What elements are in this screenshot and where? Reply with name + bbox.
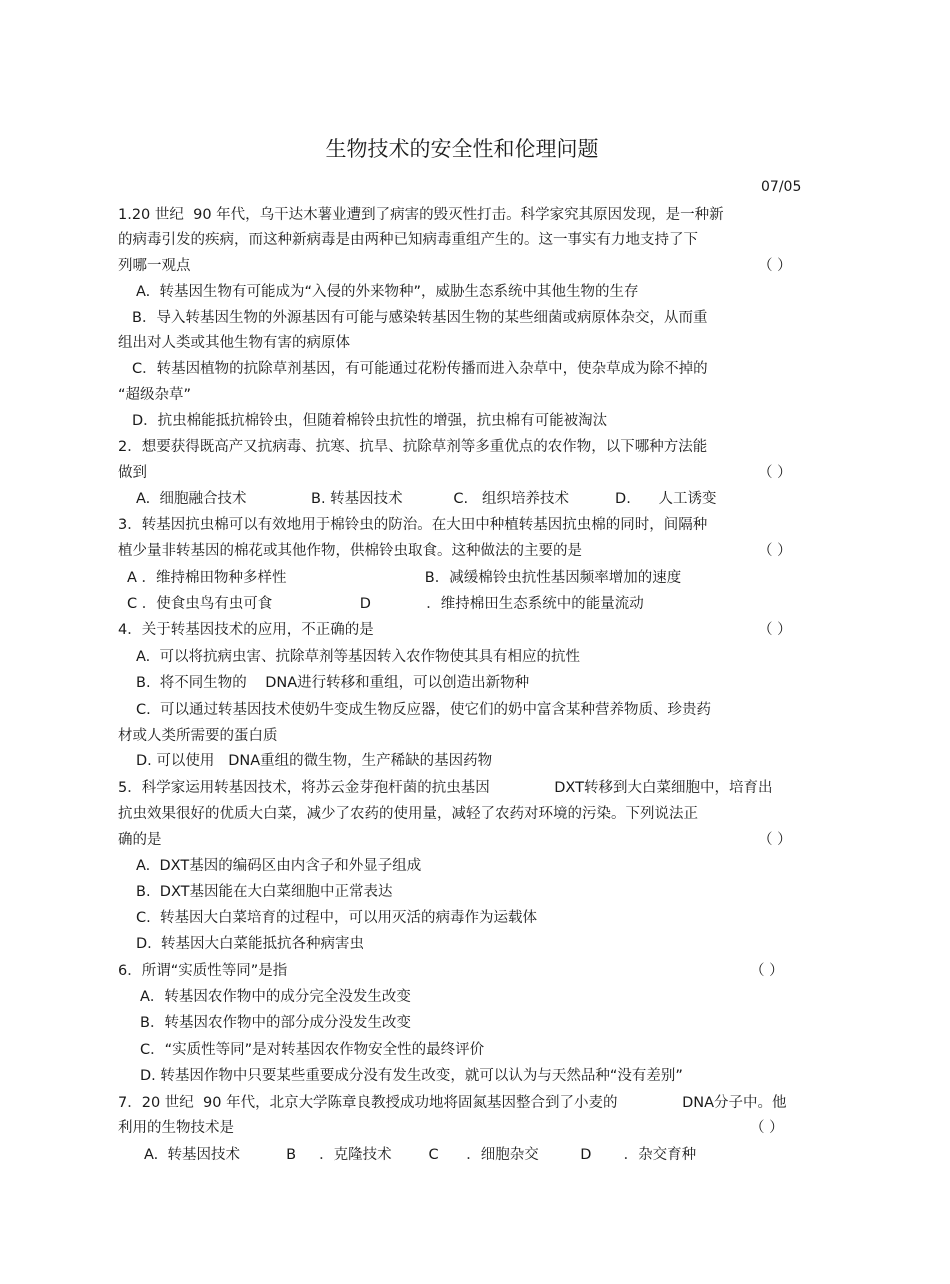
q1-stem-line-3: 列哪一观点 [118,258,191,274]
q6-option-c: C．“实质性等同”是对转基因农作物安全性的最终评价 [140,1042,485,1058]
q4-option-d: D. 可以使用 DNA重组的微生物，生产稀缺的基因药物 [136,753,493,769]
q5-option-a: A. DXT基因的编码区由内含子和外显子组成 [136,858,422,874]
q2-options: A. 细胞融合技术 B. 转基因技术 C. 组织培养技术 D. 人工诱变 [136,491,717,507]
q5-answer-blank: （ ） [758,832,792,848]
q2-stem-line-2: 做到 [118,465,147,481]
q1-stem-line-1: 1.20 世纪 90 年代，乌干达木薯业遭到了病害的毁灭性打击。科学家究其原因发现，是一种新 [118,207,724,223]
q5-option-c: C. 转基因大白菜培育的过程中，可以用灭活的病毒作为运载体 [136,910,537,926]
q5-option-d: D. 转基因大白菜能抵抗各种病害虫 [136,936,364,952]
q3-stem-line-2: 植少量非转基因的棉花或其他作物，供棉铃虫取食。这种做法的主要的是 [118,543,582,559]
q1-option-d: D．抗虫棉能抵抗棉铃虫，但随着棉铃虫抗性的增强，抗虫棉有可能被淘汰 [132,413,608,429]
q4-option-a: A. 可以将抗病虫害、抗除草剂等基因转入农作物使其具有相应的抗性 [136,649,580,665]
q5-stem-line-3: 确的是 [118,832,162,848]
q7-stem-line-1: 7．20 世纪 90 年代，北京大学陈章良教授成功地将固氮基因整合到了小麦的 DNA分子中。他 [118,1095,787,1111]
q3-options-ab: A ．维持棉田物种多样性 B．减缓棉铃虫抗性基因频率增加的速度 [127,570,682,586]
q7-stem-line-2: 利用的生物技术是 [118,1120,234,1136]
q4-option-c-line-1: C. 可以通过转基因技术使奶牛变成生物反应器，使它们的奶中富含某种营养物质、珍贵药 [136,702,711,718]
q6-answer-blank: （ ） [750,963,784,979]
q4-stem: 4．关于转基因技术的应用，不正确的是 [118,622,374,638]
q6-stem: 6．所谓“实质性等同”是指 [118,963,288,979]
q5-stem-line-2: 抗虫效果很好的优质大白菜，减少了农药的使用量，减轻了农药对环境的污染。下列说法正 [118,806,698,822]
page-title: 生物技术的安全性和伦理问题 [325,137,599,161]
q5-option-b: B. DXT基因能在大白菜细胞中正常表达 [136,884,393,900]
q1-answer-blank: （ ） [758,258,792,274]
q4-option-c-line-2: 材或人类所需要的蛋白质 [118,728,278,744]
q3-stem-line-1: 3．转基因抗虫棉可以有效地用于棉铃虫的防治。在大田中种植转基因抗虫棉的同时，间隔种 [118,517,708,533]
q2-stem-line-1: 2．想要获得既高产又抗病毒、抗寒、抗旱、抗除草剂等多重优点的农作物，以下哪种方法能 [118,439,708,455]
q4-option-b: B. 将不同生物的 DNA进行转移和重组，可以创造出新物种 [136,675,530,691]
q6-option-b: B．转基因农作物中的部分成分没发生改变 [140,1015,411,1031]
q6-option-a: A．转基因农作物中的成分完全没发生改变 [140,989,411,1005]
q3-answer-blank: （ ） [758,543,792,559]
q1-option-b-line-2: 组出对人类或其他生物有害的病原体 [118,335,350,351]
q3-options-cd: C ．使食虫鸟有虫可食 D ．维持棉田生态系统中的能量流动 [127,596,644,612]
q1-stem-line-2: 的病毒引发的疾病，而这种新病毒是由两种已知病毒重组产生的。这一事实有力地支持了下 [118,232,698,248]
q5-stem-line-1: 5．科学家运用转基因技术，将苏云金芽孢杆菌的抗虫基因 DXT转移到大白菜细胞中，培育出 [118,780,773,796]
q1-option-c-line-2: “超级杂草” [118,387,192,403]
q2-answer-blank: （ ） [758,465,792,481]
q7-options: A. 转基因技术 B ．克隆技术 C ．细胞杂交 D ．杂交育种 [144,1147,697,1163]
document-date: 07/05 [761,179,802,195]
q6-option-d: D. 转基因作物中只要某些重要成分没有发生改变，就可以认为与天然品种“没有差别” [140,1068,683,1084]
q7-answer-blank: （ ） [750,1120,784,1136]
q1-option-c-line-1: C．转基因植物的抗除草剂基因，有可能通过花粉传播而进入杂草中，使杂草成为除不掉的 [132,361,708,377]
q1-option-a: A. 转基因生物有可能成为“入侵的外来物种”，威胁生态系统中其他生物的生存 [136,284,639,300]
q4-answer-blank: （ ） [758,622,792,638]
q1-option-b-line-1: B．导入转基因生物的外源基因有可能与感染转基因生物的某些细菌或病原体杂交，从而重 [132,310,708,326]
